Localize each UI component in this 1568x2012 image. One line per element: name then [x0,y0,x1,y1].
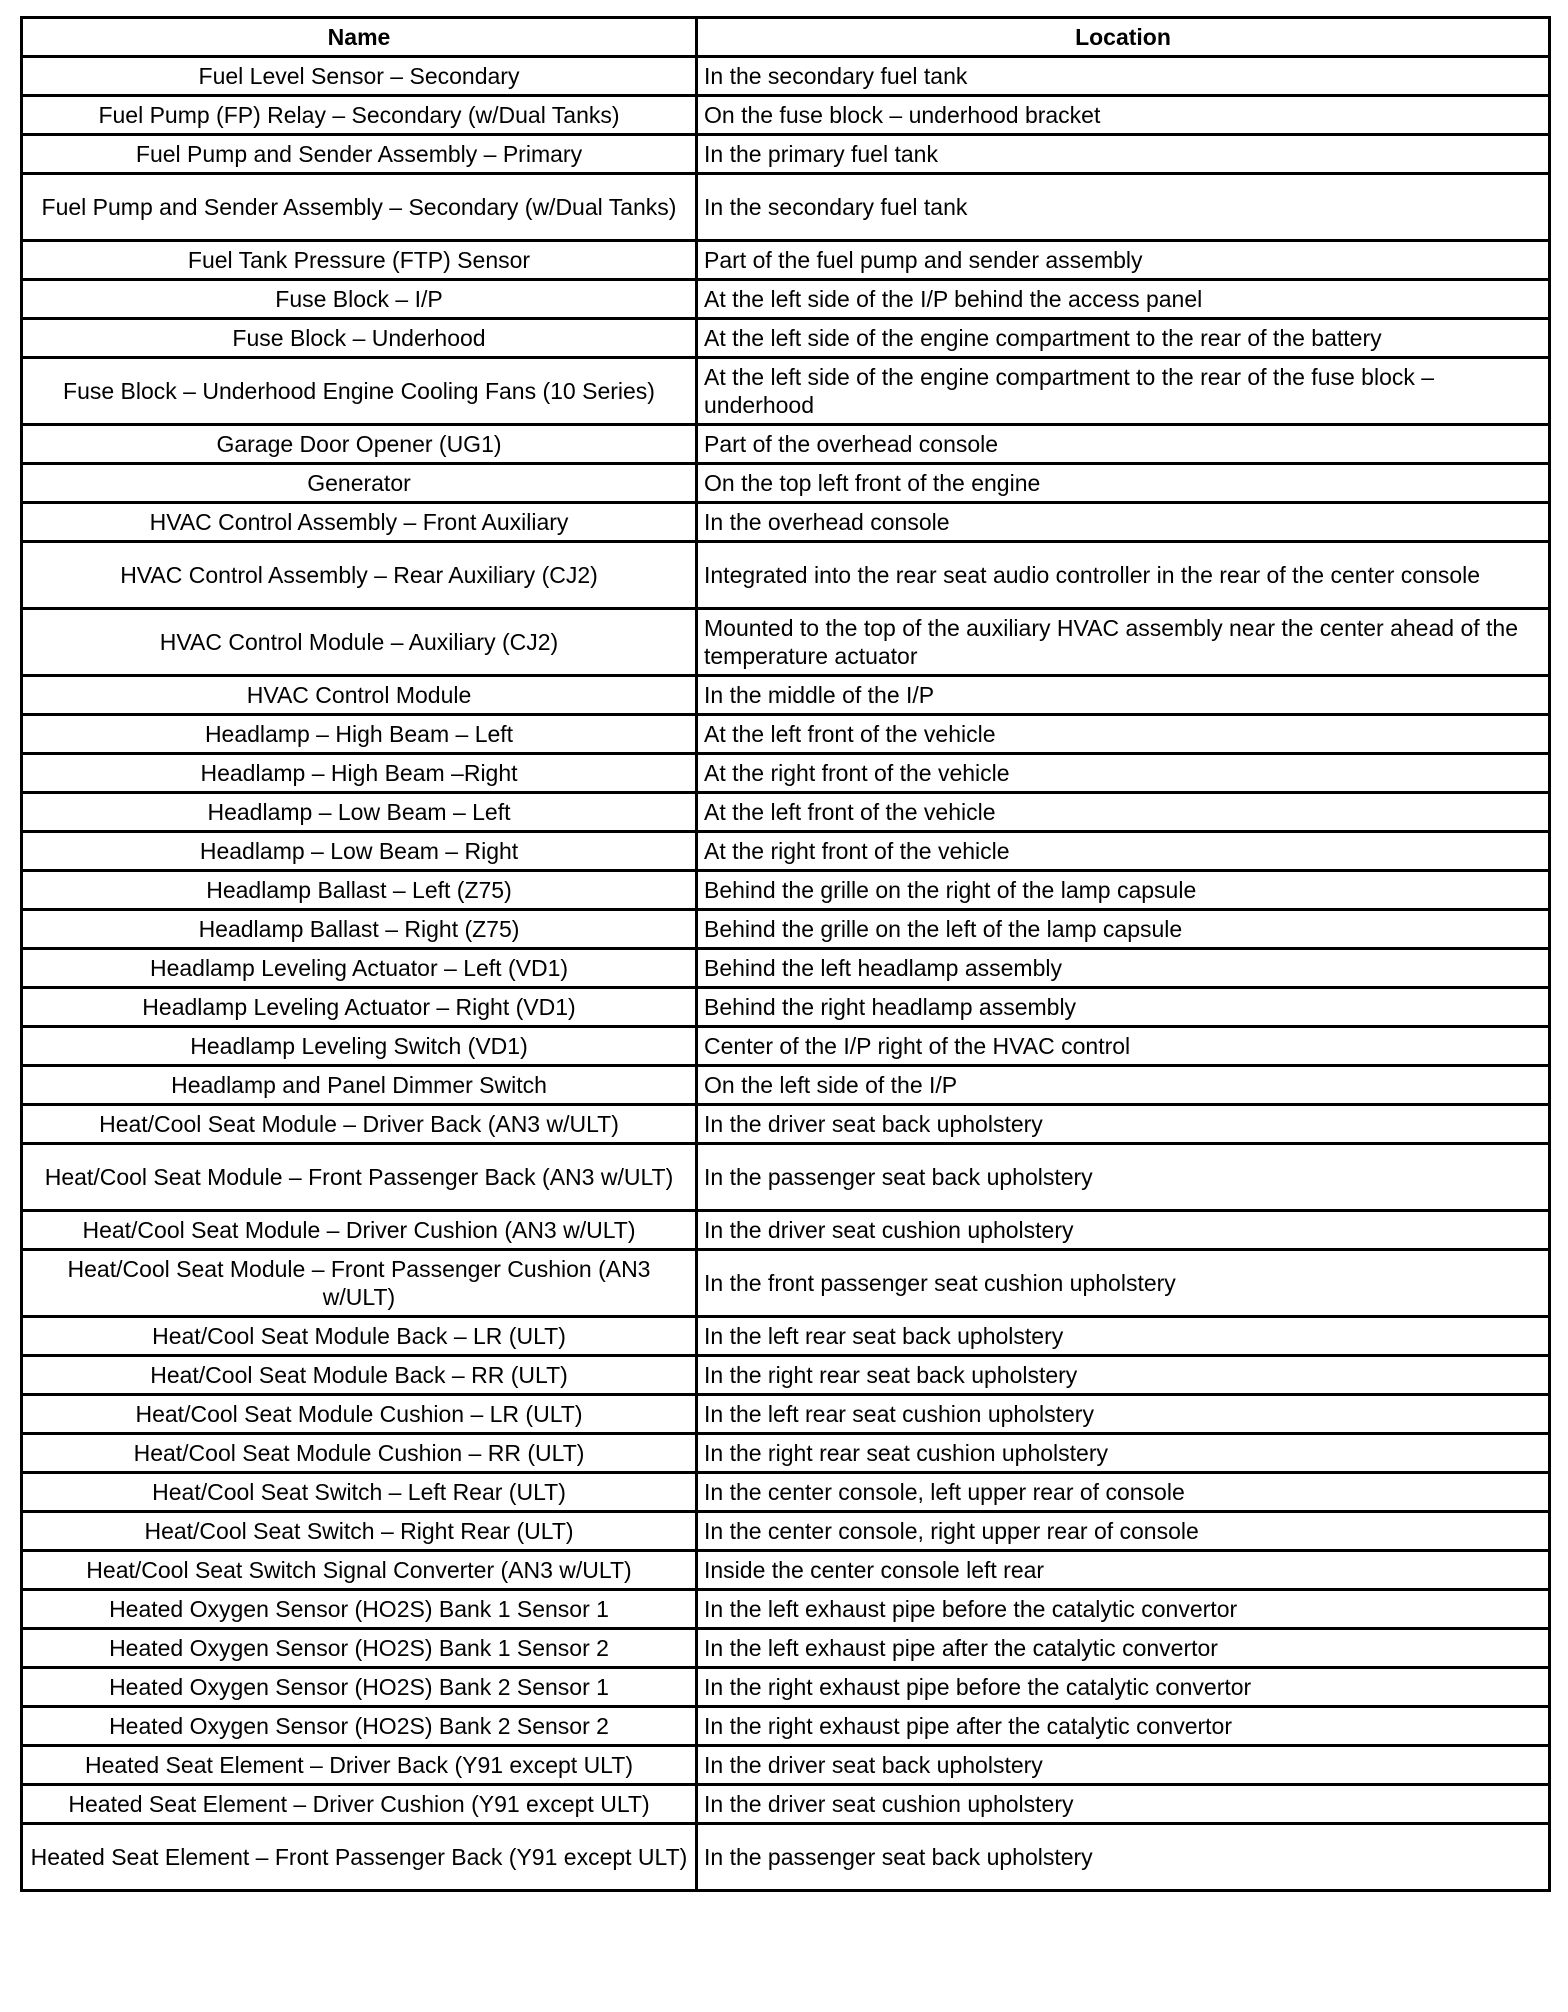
component-location-cell: At the left front of the vehicle [697,715,1550,754]
component-name-cell: HVAC Control Module [22,676,697,715]
component-name-cell: Heat/Cool Seat Module – Front Passenger Cushion (AN3 w/ULT) [22,1250,697,1317]
table-row [22,988,1550,1027]
table-header-row [22,18,1550,57]
component-location-cell: In the primary fuel tank [697,135,1550,174]
component-location-cell: In the driver seat cushion upholstery [697,1211,1550,1250]
table-row [22,609,1550,676]
table-row [22,542,1550,609]
table-row [22,871,1550,910]
component-name-cell: Heat/Cool Seat Module Back – LR (ULT) [22,1317,697,1356]
table-row [22,1211,1550,1250]
component-location-cell: In the left rear seat back upholstery [697,1317,1550,1356]
component-location-cell: Integrated into the rear seat audio controller in the rear of the center console [697,542,1550,609]
component-name-cell: Fuse Block – Underhood Engine Cooling Fans (10 Series) [22,358,697,425]
component-name-cell: Headlamp – Low Beam – Right [22,832,697,871]
component-location-cell: On the left side of the I/P [697,1066,1550,1105]
column-header-name: Name [22,18,697,57]
component-name-cell: Headlamp Leveling Actuator – Right (VD1) [22,988,697,1027]
table-row [22,1317,1550,1356]
component-name-cell: Heat/Cool Seat Module Cushion – RR (ULT) [22,1434,697,1473]
table-row [22,1746,1550,1785]
table-row [22,1824,1550,1891]
table-row [22,1473,1550,1512]
component-name-cell: HVAC Control Module – Auxiliary (CJ2) [22,609,697,676]
component-location-cell: In the center console, left upper rear of console [697,1473,1550,1512]
component-location-cell: In the left exhaust pipe after the catalytic convertor [697,1629,1550,1668]
component-name-cell: Fuse Block – Underhood [22,319,697,358]
component-location-cell: In the driver seat back upholstery [697,1105,1550,1144]
component-name-cell: HVAC Control Assembly – Rear Auxiliary (CJ2) [22,542,697,609]
component-location-cell: In the secondary fuel tank [697,57,1550,96]
component-name-cell: Headlamp – High Beam – Left [22,715,697,754]
component-location-cell: At the right front of the vehicle [697,754,1550,793]
table-row [22,1707,1550,1746]
component-location-cell: Behind the grille on the left of the lamp capsule [697,910,1550,949]
component-name-cell: Fuel Tank Pressure (FTP) Sensor [22,241,697,280]
component-name-cell: Heated Seat Element – Driver Back (Y91 except ULT) [22,1746,697,1785]
component-location-cell: At the left side of the engine compartment to the rear of the battery [697,319,1550,358]
component-name-cell: Heated Oxygen Sensor (HO2S) Bank 1 Sensor 1 [22,1590,697,1629]
component-name-cell: Headlamp Leveling Actuator – Left (VD1) [22,949,697,988]
component-location-cell: On the fuse block – underhood bracket [697,96,1550,135]
component-location-cell: At the left front of the vehicle [697,793,1550,832]
component-location-cell: Behind the grille on the right of the lamp capsule [697,871,1550,910]
table-row [22,241,1550,280]
component-name-cell: Headlamp Ballast – Right (Z75) [22,910,697,949]
table-row [22,425,1550,464]
component-name-cell: Headlamp – Low Beam – Left [22,793,697,832]
component-location-cell: In the passenger seat back upholstery [697,1824,1550,1891]
table-row [22,1250,1550,1317]
component-name-cell: HVAC Control Assembly – Front Auxiliary [22,503,697,542]
component-name-cell: Heated Seat Element – Front Passenger Back (Y91 except ULT) [22,1824,697,1891]
table-row [22,832,1550,871]
table-row [22,1356,1550,1395]
component-name-cell: Headlamp Leveling Switch (VD1) [22,1027,697,1066]
component-location-cell: Inside the center console left rear [697,1551,1550,1590]
component-name-cell: Fuel Pump (FP) Relay – Secondary (w/Dual Tanks) [22,96,697,135]
component-name-cell: Heated Oxygen Sensor (HO2S) Bank 1 Sensor 2 [22,1629,697,1668]
component-location-cell: Behind the right headlamp assembly [697,988,1550,1027]
component-name-cell: Headlamp – High Beam –Right [22,754,697,793]
component-location-cell: Behind the left headlamp assembly [697,949,1550,988]
table-body [22,57,1550,1891]
component-location-cell: On the top left front of the engine [697,464,1550,503]
component-name-cell: Fuel Pump and Sender Assembly – Primary [22,135,697,174]
table-row [22,754,1550,793]
table-row [22,57,1550,96]
component-location-cell: At the right front of the vehicle [697,832,1550,871]
table-row [22,1395,1550,1434]
table-row [22,949,1550,988]
table-row [22,1785,1550,1824]
table-row [22,1512,1550,1551]
table-row [22,464,1550,503]
component-name-cell: Headlamp and Panel Dimmer Switch [22,1066,697,1105]
table-row [22,715,1550,754]
component-name-cell: Heat/Cool Seat Switch – Left Rear (ULT) [22,1473,697,1512]
table-row [22,135,1550,174]
component-name-cell: Heat/Cool Seat Module Back – RR (ULT) [22,1356,697,1395]
table-row [22,358,1550,425]
component-location-cell: In the left rear seat cushion upholstery [697,1395,1550,1434]
component-name-cell: Headlamp Ballast – Left (Z75) [22,871,697,910]
component-name-cell: Heated Oxygen Sensor (HO2S) Bank 2 Sensor 1 [22,1668,697,1707]
table-row [22,503,1550,542]
component-name-cell: Fuel Pump and Sender Assembly – Secondary (w/Dual Tanks) [22,174,697,241]
component-location-cell: In the right rear seat back upholstery [697,1356,1550,1395]
component-name-cell: Garage Door Opener (UG1) [22,425,697,464]
component-location-cell: In the center console, right upper rear of console [697,1512,1550,1551]
component-location-cell: Part of the overhead console [697,425,1550,464]
table-row [22,1434,1550,1473]
table-row [22,1590,1550,1629]
table-row [22,1105,1550,1144]
component-location-cell: In the middle of the I/P [697,676,1550,715]
table-row [22,96,1550,135]
component-location-cell: In the right exhaust pipe before the catalytic convertor [697,1668,1550,1707]
component-name-cell: Generator [22,464,697,503]
component-location-cell: Center of the I/P right of the HVAC control [697,1027,1550,1066]
component-location-cell: In the driver seat back upholstery [697,1746,1550,1785]
table-row [22,1629,1550,1668]
component-location-cell: In the front passenger seat cushion upholstery [697,1250,1550,1317]
table-row [22,910,1550,949]
component-location-cell: Part of the fuel pump and sender assembly [697,241,1550,280]
component-location-sheet [20,16,1548,1892]
table-row [22,1668,1550,1707]
component-name-cell: Heat/Cool Seat Switch Signal Converter (AN3 w/ULT) [22,1551,697,1590]
component-name-cell: Heated Oxygen Sensor (HO2S) Bank 2 Sensor 2 [22,1707,697,1746]
component-name-cell: Heat/Cool Seat Module Cushion – LR (ULT) [22,1395,697,1434]
component-name-cell: Heat/Cool Seat Module – Front Passenger Back (AN3 w/ULT) [22,1144,697,1211]
component-location-table [20,16,1551,1892]
table-row [22,793,1550,832]
component-location-cell: In the secondary fuel tank [697,174,1550,241]
table-row [22,280,1550,319]
component-name-cell: Heat/Cool Seat Switch – Right Rear (ULT) [22,1512,697,1551]
column-header-location: Location [697,18,1550,57]
component-name-cell: Fuel Level Sensor – Secondary [22,57,697,96]
table-row [22,676,1550,715]
component-name-cell: Heat/Cool Seat Module – Driver Back (AN3 w/ULT) [22,1105,697,1144]
table-row [22,319,1550,358]
component-name-cell: Fuse Block – I/P [22,280,697,319]
table-row [22,174,1550,241]
table-row [22,1066,1550,1105]
component-location-cell: In the left exhaust pipe before the catalytic convertor [697,1590,1550,1629]
component-name-cell: Heated Seat Element – Driver Cushion (Y91 except ULT) [22,1785,697,1824]
table-row [22,1144,1550,1211]
component-location-cell: In the passenger seat back upholstery [697,1144,1550,1211]
component-name-cell: Heat/Cool Seat Module – Driver Cushion (AN3 w/ULT) [22,1211,697,1250]
component-location-cell: At the left side of the I/P behind the access panel [697,280,1550,319]
component-location-cell: In the right exhaust pipe after the catalytic convertor [697,1707,1550,1746]
component-location-cell: In the overhead console [697,503,1550,542]
component-location-cell: Mounted to the top of the auxiliary HVAC assembly near the center ahead of the temperature actuator [697,609,1550,676]
table-row [22,1551,1550,1590]
component-location-cell: In the right rear seat cushion upholstery [697,1434,1550,1473]
table-row [22,1027,1550,1066]
component-location-cell: In the driver seat cushion upholstery [697,1785,1550,1824]
component-location-cell: At the left side of the engine compartment to the rear of the fuse block – underhood [697,358,1550,425]
